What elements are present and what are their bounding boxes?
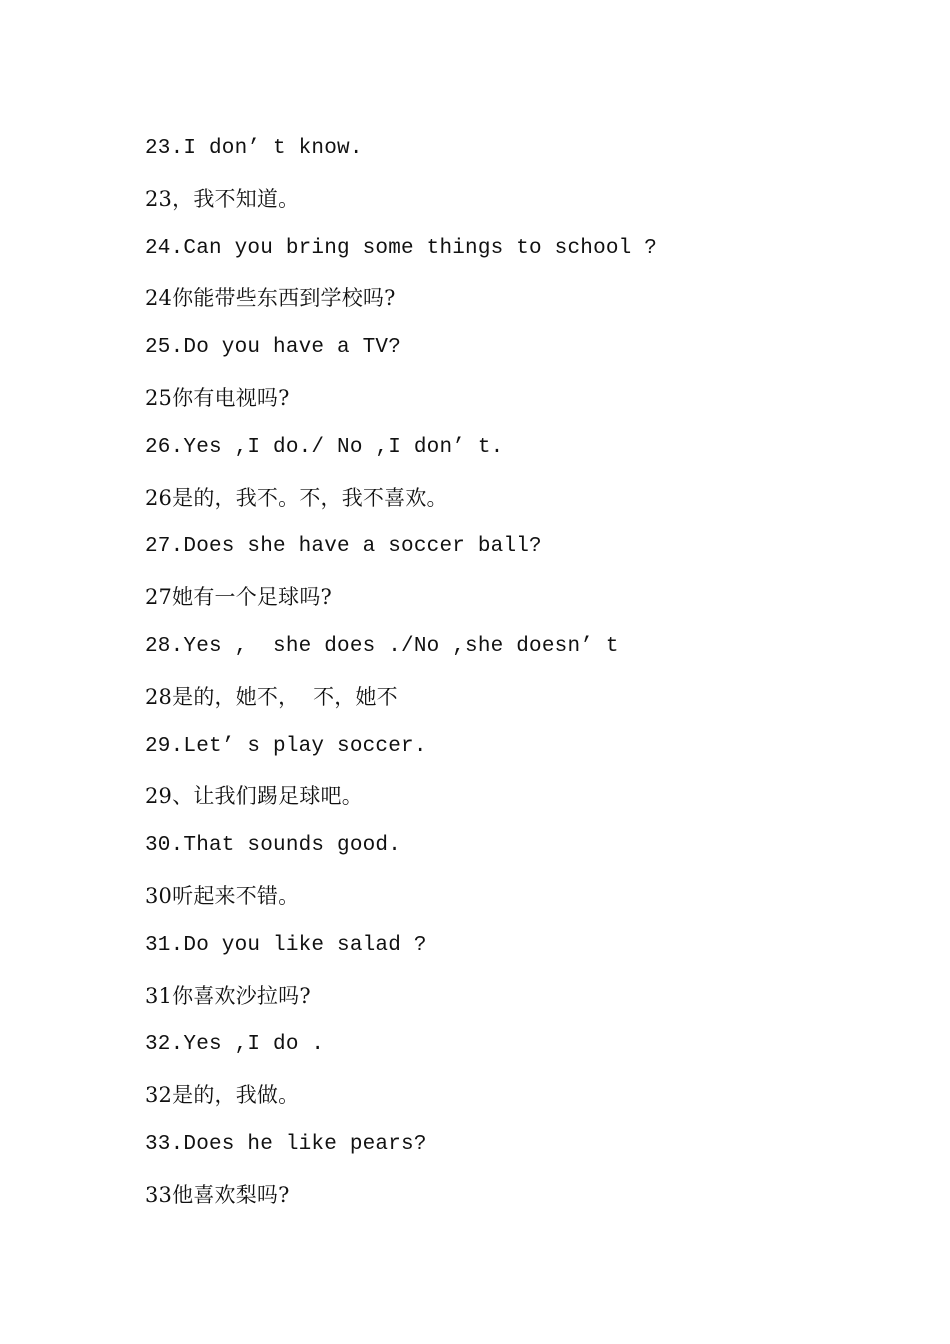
line-32-en: 32.Yes ,I do .	[145, 1033, 325, 1057]
line-29-en: 29.Let’ s play soccer.	[145, 734, 427, 758]
line-25-en: 25.Do you have a TV?	[145, 336, 402, 360]
line-28-en: 28.Yes , she does ./No ,she doesn’ t	[145, 634, 619, 658]
line-30-zh: 30听起来不错。	[145, 883, 300, 908]
line-27-en: 27.Does she have a soccer ball?	[145, 535, 542, 559]
line-33-en: 33.Does he like pears?	[145, 1132, 427, 1156]
line-23-zh: 23，我不知道。	[145, 186, 300, 211]
line-26-zh: 26是的，我不。不，我不喜欢。	[145, 485, 448, 510]
line-27-zh: 27她有一个足球吗?	[145, 585, 332, 610]
line-31-zh: 31你喜欢沙拉吗?	[145, 983, 311, 1008]
line-25-zh: 25你有电视吗?	[145, 385, 290, 410]
line-32-zh: 32是的，我做。	[145, 1083, 300, 1108]
sentence-list	[145, 132, 905, 1228]
line-31-en: 31.Do you like salad ?	[145, 933, 427, 957]
line-33-zh: 33他喜欢梨吗?	[145, 1182, 290, 1207]
line-26-en: 26.Yes ,I do./ No ,I don’ t.	[145, 435, 504, 459]
line-28-zh: 28是的，她不， 不，她不	[145, 684, 398, 709]
line-30-en: 30.That sounds good.	[145, 834, 402, 858]
line-24-zh: 24你能带些东西到学校吗?	[145, 286, 396, 311]
line-23-en: 23.I don’ t know.	[145, 137, 363, 160]
line-24-en: 24.Can you bring some things to school ?	[145, 236, 658, 260]
line-29-zh: 29、让我们踢足球吧。	[145, 784, 363, 809]
